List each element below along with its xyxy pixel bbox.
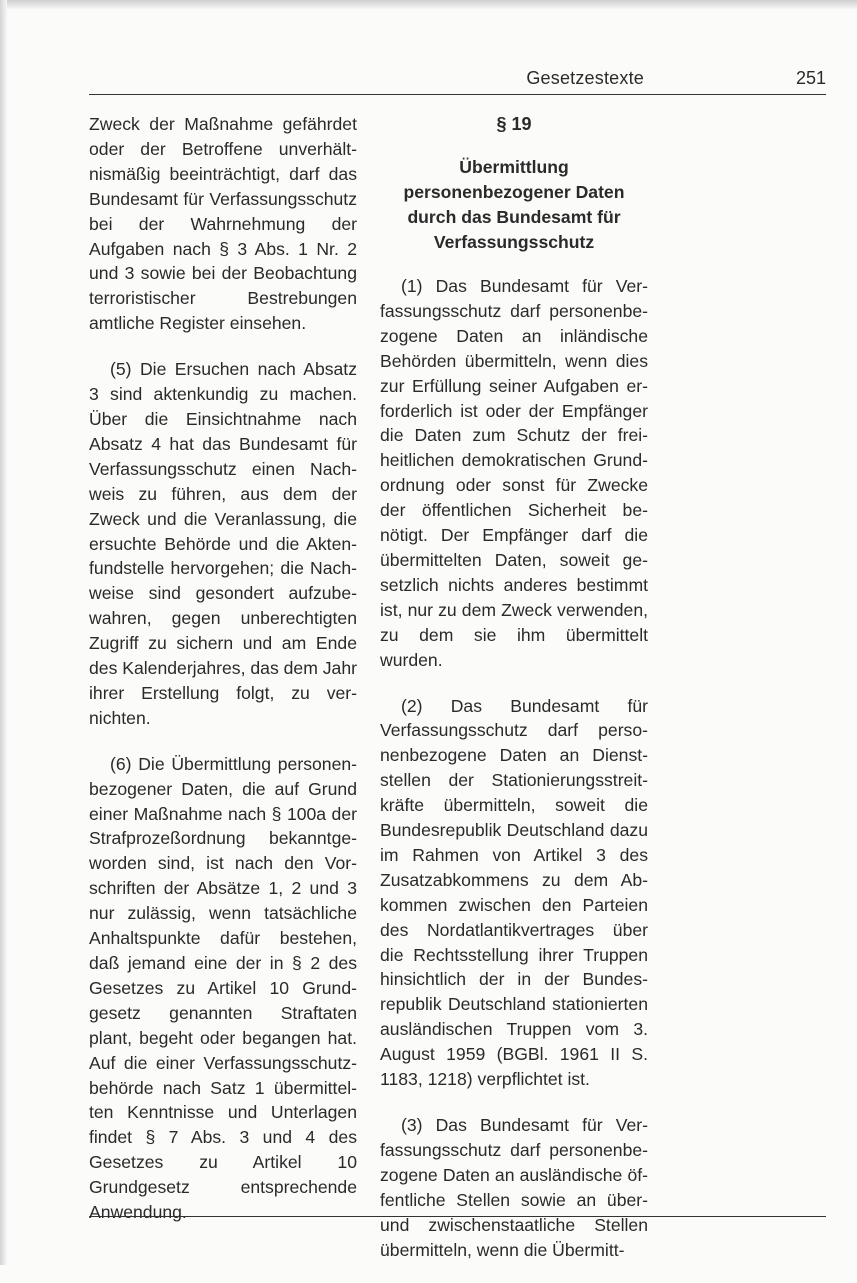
section-title: Übermittlung personenbezogener Daten durch das Bundesamt für Verfassungsschutz xyxy=(403,157,625,252)
right-column xyxy=(380,112,648,1283)
paragraph-2: (2) Das Bundesamt für Verfassungsschutz darf personenbezogene Daten an Dienststellen der Stationierungsstreitkräfte übermitteln, soweit die Bundesrepublik Deutschland dazu im Rahmen von Artikel 3 des Zusatzabkommens zu dem Abkommen zwischen den Parteien des Nordatlantikvertrages über die Rechtsstellung ihrer Truppen hinsichtlich der in der Bundesrepublik Deutschland stationierten ausländischen Truppen vom 3. August 1959 (BGBl. 1961 II S. 1183, 1218) verpflichtet ist. xyxy=(380,695,648,1090)
paragraph-1: (1) Das Bundesamt für Verfassungsschutz darf personenbezogene Daten an inländische Behörden übermitteln, wenn dies zur Erfüllung seiner Aufgaben erforderlich ist oder der Empfänger die Daten zum Schutz der freiheitlichen demokratischen Grundordnung oder sonst für Zwecke der öffentlichen Sicherheit benötigt. Der Empfänger darf die übermittelten Daten, soweit gesetzlich nichts anderes bestimmt ist, nur zu dem Zweck verwenden, zu dem sie ihm übermittelt wurden. xyxy=(380,276,648,670)
paragraph-4-continued: Zweck der Maßnahme gefährdet oder der Betroffene unverhältnismäßig beeinträchtigt, darf das Bundesamt für Verfassungsschutz bei der Wahrnehmung der Aufgaben nach § 3 Abs. 1 Nr. 2 und 3 sowie bei der Beobachtung terroristischer Bestrebungen amtliche Register einsehen. xyxy=(89,114,357,334)
paragraph-5: (5) Die Ersuchen nach Absatz 3 sind aktenkundig zu machen. Über die Einsichtnahme nach Absatz 4 hat das Bundesamt für Verfassungsschutz einen Nachweis zu führen, aus dem der Zweck und die Veranlassung, die ersuchte Behörde und die Aktenfundstelle hervorgehen; die Nachweise sind gesondert aufzubewahren, gegen unberechtigten Zugriff zu sichern und am Ende des Kalenderjahres, das dem Jahr ihrer Erstellung folgt, zu vernichten. xyxy=(89,359,357,728)
page-number: 251 xyxy=(795,68,826,88)
left-column xyxy=(89,112,357,1246)
header-rule xyxy=(89,94,826,95)
paragraph-6: (6) Die Übermittlung personenbezogener Daten, die auf Grund einer Maßnahme nach § 100a der Strafprozeßordnung bekanntgeworden sind, ist nach den Vorschriften der Absätze 1, 2 und 3 nur zulässig, wenn tatsächliche Anhaltspunkte dafür bestehen, daß jemand eine der in § 2 des Gesetzes zu Artikel 10 Grundgesetz genannten Straftaten plant, begeht oder begangen hat. Auf die einer Verfassungsschutzbehörde nach Satz 1 übermittelten Kenntnisse und Unterlagen findet § 7 Abs. 3 und 4 des Gesetzes zu Artikel 10 Grundgesetz entsprechende Anwendung. xyxy=(89,753,357,1223)
scan-shadow-top xyxy=(0,0,857,9)
paragraph-3: (3) Das Bundesamt für Verfassungsschutz darf personenbezogene Daten an ausländische öffentliche Stellen sowie an über- und zwischenstaatliche Stellen übermitteln, wenn die Übermitt- xyxy=(380,1115,648,1260)
footer-rule xyxy=(89,1216,826,1217)
scan-shadow-left xyxy=(0,0,7,1265)
running-head: Gesetzestexte xyxy=(526,68,644,88)
section-number: § 19 xyxy=(496,114,532,134)
page-header xyxy=(89,66,826,94)
